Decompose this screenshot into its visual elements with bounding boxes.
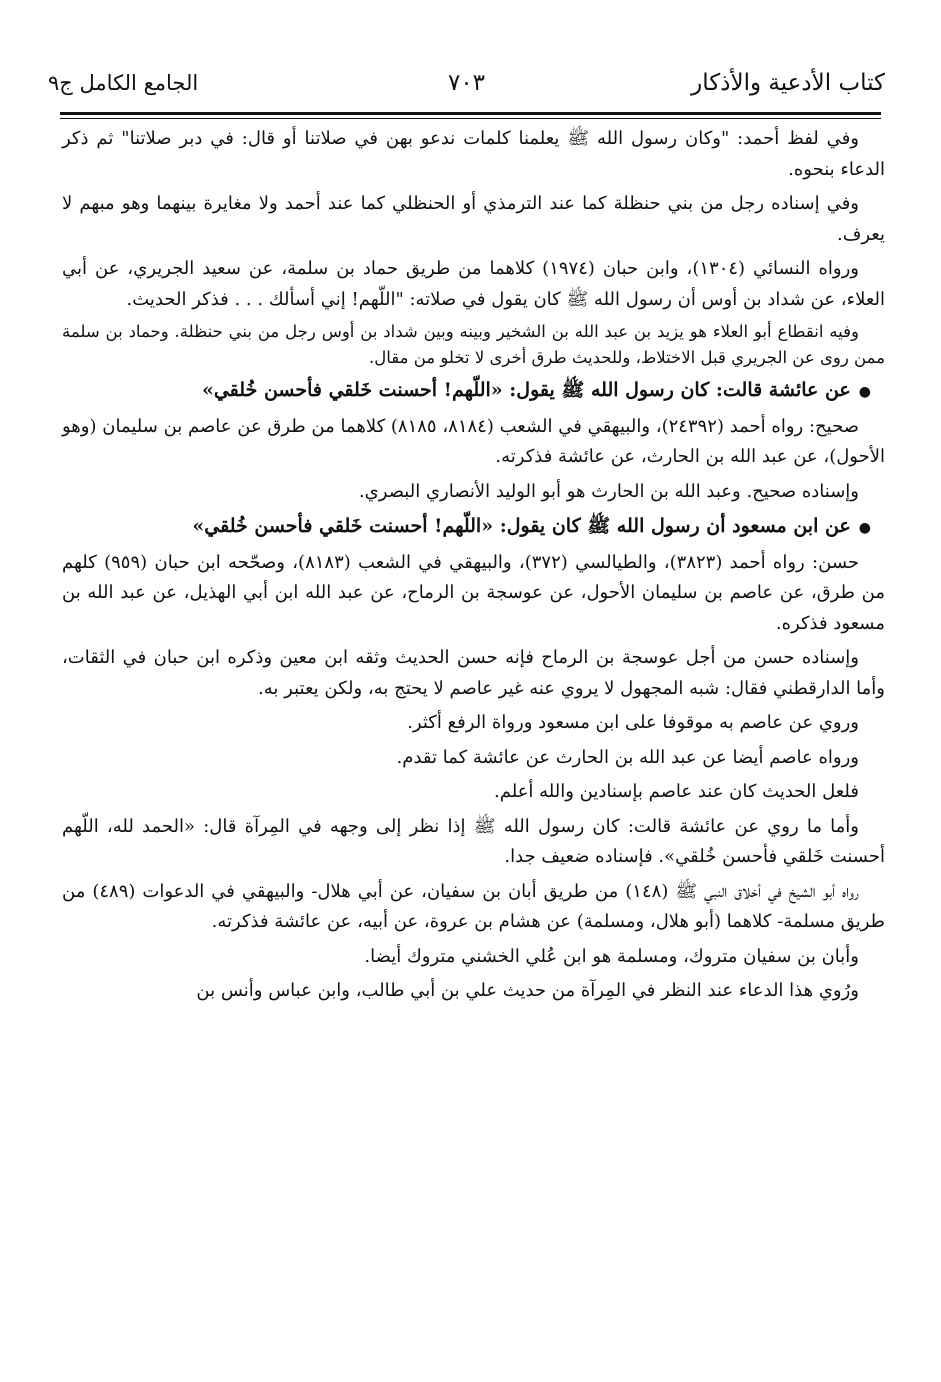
header-rule-thin [60,118,881,119]
paragraph: ورواه عاصم أيضا عن عبد الله بن الحارث عن عائشة كما تقدم. [396,746,859,768]
paragraph: ورواه النسائي (١٣٠٤)، وابن حبان (١٩٧٤) كلاهما من طريق حماد بن سلمة، عن سعيد الجريري، عن أبي العلاء، عن شداد بن أوس أن رسول الله ﷺ كان يقول في صلاته: "اللّهم! إني أسألك . . . فذكر الحديث. [62,258,885,310]
bullet-icon: ● [858,384,871,400]
page-header [48,58,885,108]
paragraph: رواه أبو الشيخ في أخلاق النبي ﷺ (١٤٨) من طريق أبان بن سفيان، عن أبي هلال- والبيهقي في الدعوات (٤٨٩) من طريق مسلمة- كلاهما (أبو هلال، ومسلمة) عن هشام بن عروة، عن أبيه، عن عائشة فذكرته. [62,880,885,932]
paragraph: صحيح: رواه أحمد (٢٤٣٩٢)، والبيهقي في الشعب (٨١٨٤، ٨١٨٥) كلاهما من طرق عن عاصم بن سليمان (وهو الأحول)، عن عبد الله بن الحارث، عن عائشة فذكرته. [62,415,885,467]
hadith-heading [62,511,885,544]
paragraph: وفي لفظ أحمد: "وكان رسول الله ﷺ يعلمنا كلمات ندعو بهن في صلاتنا أو قال: في دبر صلاتنا" ثم ذكر الدعاء بنحوه. [62,128,885,180]
bullet-icon: ● [858,520,871,536]
hadith-text: عن عائشة قالت: كان رسول الله ﷺ يقول: «اللّهم! أحسنت خَلقي فأحسن خُلقي» [201,379,851,401]
page-number: ٧٠٣ [447,70,486,96]
paragraph: وإسناده حسن من أجل عوسجة بن الرماح فإنه حسن الحديث وثقه ابن معين وذكره ابن حبان في الثقات، وأما الدارقطني فقال: شبه المجهول لا يروي عنه غير عاصم لا يحتج به، ولكن يعتبر به. [62,647,885,699]
paragraph-note: وفيه انقطاع أبو العلاء هو يزيد بن عبد الله بن الشخير وبينه وبين شداد بن أوس رجل من بني حنظلة. وحماد بن سلمة ممن روى عن الجريري قبل الاختلاط، وللحديث طرق أخرى لا تخلو من مقال. [62,322,885,367]
paragraph: وروي عن عاصم به موقوفا على ابن مسعود ورواة الرفع أكثر. [407,712,859,733]
header-rule-thick [60,112,881,115]
page-body [62,124,885,1011]
paragraph: وأما ما روي عن عائشة قالت: كان رسول الله ﷺ إذا نظر إلى وجهه في المِرآة قال: «الحمد لله، اللّهم أحسنت خَلقي فأحسن خُلقي». فإسناده ضعيف جدا. [62,815,885,867]
hadith-heading [62,375,885,408]
paragraph: ورُوي هذا الدعاء عند النظر في المِرآة من حديث علي بن أبي طالب، وابن عباس وأنس بن [196,980,859,1001]
paragraph: وأبان بن سفيان متروك، ومسلمة هو ابن عُلي الخشني متروك أيضا. [364,945,859,967]
book-title: كتاب الأدعية والأذكار [691,70,885,96]
paragraph: وفي إسناده رجل من بني حنظلة كما عند الترمذي أو الحنظلي كما عند أحمد ولا مغايرة بينهما وهو مبهم لا يعرف. [62,193,885,245]
volume-label: الجامع الكامل ج٩ [48,71,199,95]
paragraph: وإسناده صحيح. وعبد الله بن الحارث هو أبو الوليد الأنصاري البصري. [358,480,859,502]
paragraph: حسن: رواه أحمد (٣٨٢٣)، والطيالسي (٣٧٢)، والبيهقي في الشعب (٨١٨٣)، وصحّحه ابن حبان (٩٥٩) كلهم من طرق، عن عاصم بن سليمان الأحول، عن عوسجة بن الرماح، عن عبد الله ابن أبي الهذيل، عن عبد الله بن مسعود فذكره. [62,551,885,634]
paragraph: فلعل الحديث كان عند عاصم بإسنادين والله أعلم. [494,781,859,802]
hadith-text: عن ابن مسعود أن رسول الله ﷺ كان يقول: «اللّهم! أحسنت خَلقي فأحسن خُلقي» [192,515,851,537]
